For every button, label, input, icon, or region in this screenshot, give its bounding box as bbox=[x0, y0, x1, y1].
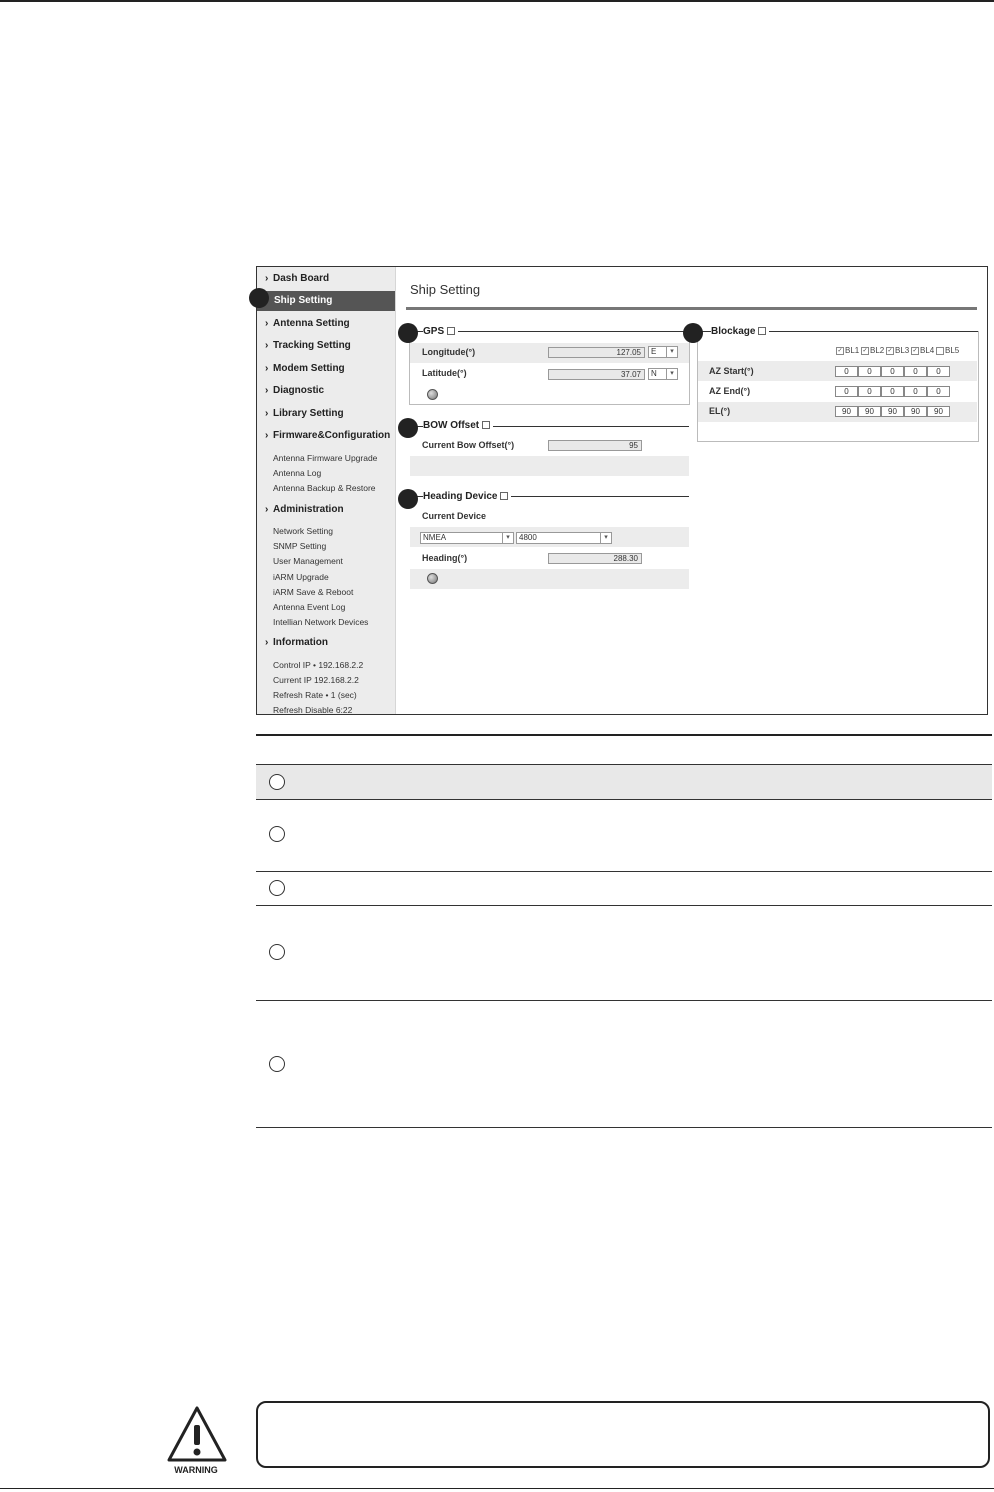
info-current-ip: Current IP 192.168.2.2 bbox=[273, 675, 359, 685]
longitude-field[interactable]: 127.05 bbox=[548, 347, 645, 358]
az-start-label: AZ Start(°) bbox=[709, 366, 754, 376]
bow-row bbox=[410, 456, 689, 476]
latitude-label: Latitude(°) bbox=[422, 368, 467, 378]
bl5-checkbox[interactable]: BL5 bbox=[936, 346, 959, 355]
chevron-down-icon: ▾ bbox=[600, 533, 611, 543]
row-circle-icon bbox=[269, 944, 285, 960]
sidebar-item-antenna-setting[interactable]: › Antenna Setting bbox=[265, 318, 350, 329]
az-start-bl4[interactable]: 0 bbox=[904, 366, 927, 377]
chevron-right-icon: › bbox=[265, 340, 269, 351]
warning-label: WARNING bbox=[174, 1465, 218, 1475]
el-bl1[interactable]: 90 bbox=[835, 406, 858, 417]
sidebar-subitem[interactable]: Antenna Firmware Upgrade bbox=[273, 453, 378, 463]
heading-label: Heading(°) bbox=[422, 553, 468, 563]
checkmark-icon: ✓ bbox=[887, 347, 893, 354]
sidebar-subitem[interactable]: Antenna Log bbox=[273, 468, 322, 478]
warning-triangle-icon bbox=[166, 1405, 228, 1463]
title-underline bbox=[406, 307, 977, 310]
el-label: EL(°) bbox=[709, 406, 731, 416]
az-start-bl3[interactable]: 0 bbox=[881, 366, 904, 377]
chevron-right-icon: › bbox=[265, 363, 269, 374]
az-end-bl2[interactable]: 0 bbox=[858, 386, 881, 397]
sidebar-subitem[interactable]: Antenna Backup & Restore bbox=[273, 483, 376, 493]
heading-device-select[interactable]: NMEA ▾ bbox=[420, 532, 514, 544]
chevron-down-icon: ▾ bbox=[666, 347, 677, 357]
info-refresh-rate: Refresh Rate • 1 (sec) bbox=[273, 690, 357, 700]
sidebar-subitem[interactable]: SNMP Setting bbox=[273, 541, 327, 551]
sidebar-item-diagnostic[interactable]: › Diagnostic bbox=[265, 385, 325, 396]
checkmark-icon: ✓ bbox=[862, 347, 868, 354]
row-circle-icon bbox=[269, 1056, 285, 1072]
checkmark-icon: ✓ bbox=[837, 347, 843, 354]
az-start-bl1[interactable]: 0 bbox=[835, 366, 858, 377]
chevron-right-icon: › bbox=[265, 637, 269, 648]
az-end-bl4[interactable]: 0 bbox=[904, 386, 927, 397]
chevron-right-icon: › bbox=[265, 385, 269, 396]
heading-field[interactable]: 288.30 bbox=[548, 553, 642, 564]
heading-led-row bbox=[410, 569, 689, 589]
sidebar-subitem[interactable]: Antenna Event Log bbox=[273, 602, 346, 612]
blockage-checkbox[interactable] bbox=[758, 327, 766, 335]
longitude-label: Longitude(°) bbox=[422, 347, 476, 357]
chevron-down-icon: ▾ bbox=[502, 533, 513, 543]
az-end-bl3[interactable]: 0 bbox=[881, 386, 904, 397]
callout-marker-bow-offset bbox=[398, 418, 418, 438]
heading-checkbox[interactable] bbox=[500, 492, 508, 500]
page-title: Ship Setting bbox=[410, 282, 481, 297]
latitude-dir-select[interactable]: N ▾ bbox=[648, 368, 678, 380]
sidebar-subitem[interactable]: iARM Upgrade bbox=[273, 572, 329, 582]
sidebar-item-firmware-configuration[interactable]: › Firmware&Configuration bbox=[265, 430, 391, 441]
az-start-bl2[interactable]: 0 bbox=[858, 366, 881, 377]
gps-legend: GPS bbox=[423, 326, 458, 337]
table-row bbox=[256, 872, 992, 906]
info-control-ip: Control IP • 192.168.2.2 bbox=[273, 660, 364, 670]
sidebar-item-modem-setting[interactable]: › Modem Setting bbox=[265, 363, 345, 374]
chevron-right-icon: › bbox=[265, 273, 269, 284]
row-circle-icon bbox=[269, 774, 285, 790]
chevron-down-icon: ▾ bbox=[666, 369, 677, 379]
table-row bbox=[256, 906, 992, 1001]
checkmark-icon: ✓ bbox=[912, 347, 918, 354]
sidebar-item-library-setting[interactable]: › Library Setting bbox=[265, 408, 344, 419]
heading-legend: Heading Device bbox=[423, 491, 511, 502]
sidebar-item-dash-board[interactable]: › Dash Board bbox=[265, 273, 330, 284]
ship-setting-screenshot bbox=[256, 266, 988, 715]
heading-status-led bbox=[427, 573, 438, 584]
bow-checkbox[interactable] bbox=[482, 421, 490, 429]
sidebar-item-information[interactable]: › Information bbox=[265, 637, 328, 648]
bow-offset-label: Current Bow Offset(°) bbox=[422, 440, 515, 450]
az-end-bl1[interactable]: 0 bbox=[835, 386, 858, 397]
table-row bbox=[256, 1001, 992, 1128]
chevron-right-icon: › bbox=[265, 504, 269, 515]
current-device-label: Current Device bbox=[422, 511, 487, 521]
sidebar bbox=[257, 267, 396, 714]
sidebar-subitem[interactable]: iARM Save & Reboot bbox=[273, 587, 354, 597]
bottom-rule bbox=[0, 1488, 994, 1489]
chevron-right-icon: › bbox=[265, 318, 269, 329]
el-bl3[interactable]: 90 bbox=[881, 406, 904, 417]
gps-status-led bbox=[427, 389, 438, 400]
bl3-checkbox[interactable]: ✓ BL3 bbox=[887, 346, 910, 355]
top-rule bbox=[0, 0, 994, 2]
sidebar-subitem[interactable]: Network Setting bbox=[273, 526, 333, 536]
chevron-right-icon: › bbox=[265, 430, 269, 441]
bl2-checkbox[interactable]: ✓ BL2 bbox=[862, 346, 885, 355]
az-start-bl5[interactable]: 0 bbox=[927, 366, 950, 377]
el-bl4[interactable]: 90 bbox=[904, 406, 927, 417]
info-refresh-disable: Refresh Disable 6:22 bbox=[273, 705, 353, 715]
az-end-bl5[interactable]: 0 bbox=[927, 386, 950, 397]
az-end-label: AZ End(°) bbox=[709, 386, 751, 396]
callout-marker-blockage bbox=[683, 323, 703, 343]
callout-marker-ship-setting bbox=[249, 288, 269, 308]
sidebar-item-tracking-setting[interactable]: › Tracking Setting bbox=[265, 340, 351, 351]
gps-checkbox[interactable] bbox=[447, 327, 455, 335]
table-row bbox=[256, 799, 992, 872]
el-bl5[interactable]: 90 bbox=[927, 406, 950, 417]
bl4-checkbox[interactable]: ✓ BL4 bbox=[912, 346, 935, 355]
baud-rate-select[interactable]: 4800 ▾ bbox=[516, 532, 612, 544]
sidebar-subitem[interactable]: User Management bbox=[273, 556, 343, 566]
row-circle-icon bbox=[269, 880, 285, 896]
callout-marker-gps bbox=[398, 323, 418, 343]
callout-marker-heading-device bbox=[398, 489, 418, 509]
row-circle-icon bbox=[269, 826, 285, 842]
blockage-legend: Blockage bbox=[711, 326, 769, 337]
el-bl2[interactable]: 90 bbox=[858, 406, 881, 417]
table-row bbox=[256, 764, 992, 800]
bow-legend: BOW Offset bbox=[423, 420, 493, 431]
bl1-checkbox[interactable]: ✓ BL1 bbox=[837, 346, 860, 355]
latitude-field[interactable]: 37.07 bbox=[548, 369, 645, 380]
chevron-right-icon: › bbox=[265, 408, 269, 419]
warning-box bbox=[256, 1401, 990, 1468]
table-top-rule bbox=[256, 734, 992, 736]
longitude-dir-select[interactable]: E ▾ bbox=[648, 346, 678, 358]
bow-offset-field[interactable]: 95 bbox=[548, 440, 642, 451]
sidebar-item-ship-setting[interactable]: Ship Setting bbox=[257, 291, 395, 311]
sidebar-subitem[interactable]: Intellian Network Devices bbox=[273, 617, 369, 627]
sidebar-item-administration[interactable]: › Administration bbox=[265, 504, 344, 515]
